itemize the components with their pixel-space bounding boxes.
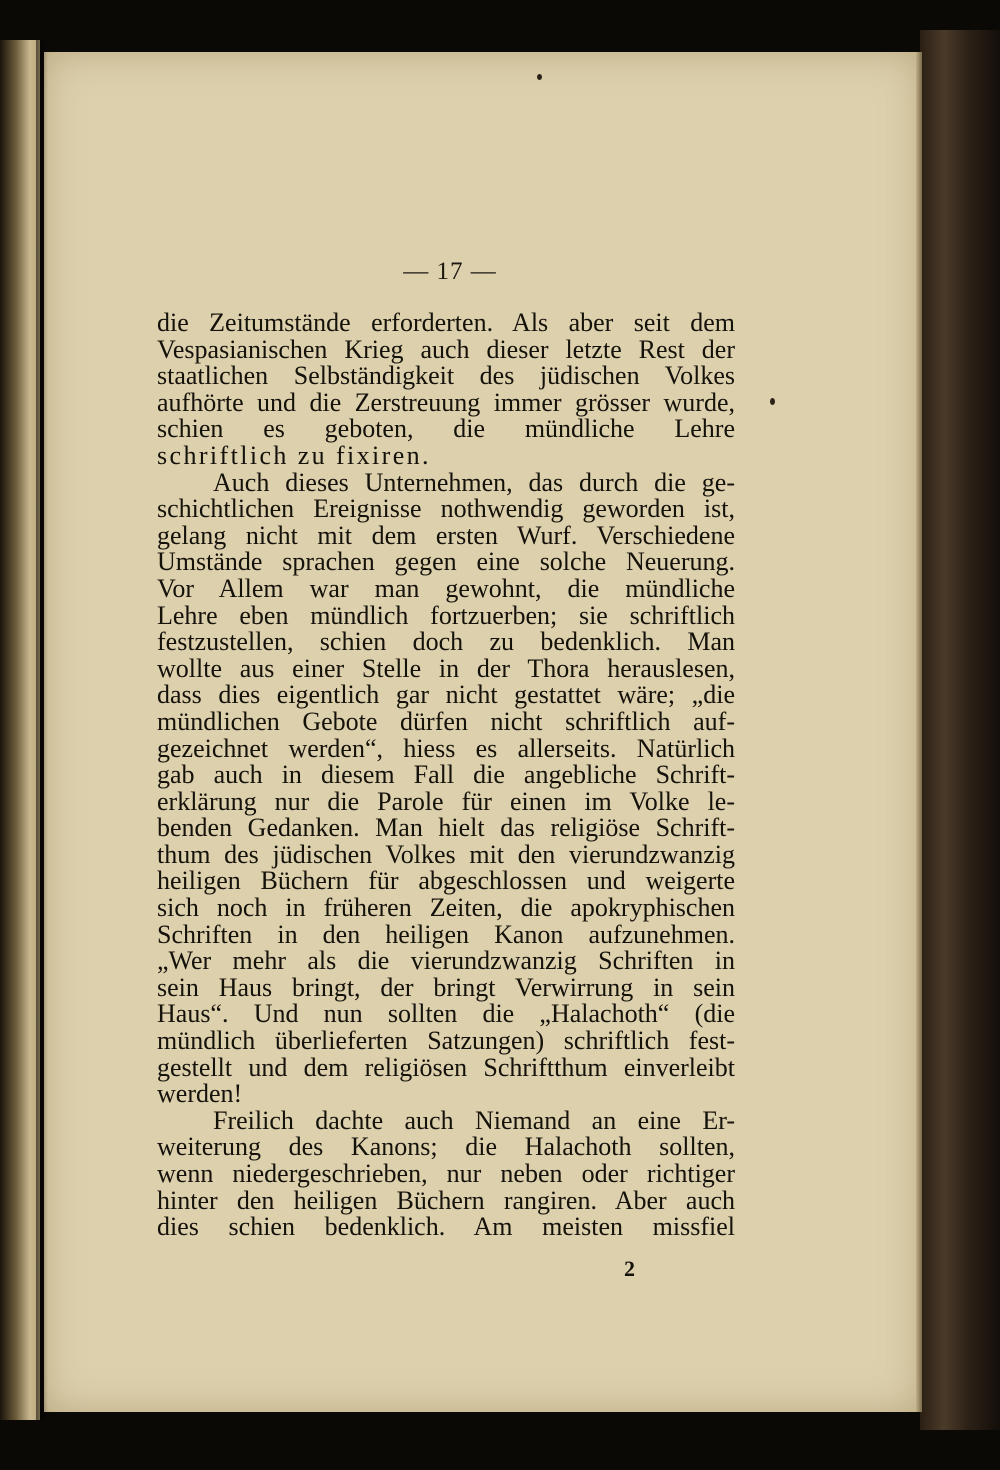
text-line: benden Gedanken. Man hielt das religiöse Schrift- (157, 813, 735, 843)
page-number: — 17 — (403, 258, 497, 285)
signature-mark: 2 (624, 1256, 635, 1281)
text-line: Umstände sprachen gegen eine solche Neuerung. (157, 547, 735, 577)
text-line: aufhörte und die Zerstreuung immer grösser wurde, (157, 387, 735, 417)
text-line: thum des jüdischen Volkes mit den vierundzwanzig (157, 839, 735, 869)
text-line: sich noch in früheren Zeiten, die apokryphischen (157, 893, 735, 923)
text-line: dies schien bedenklich. Am meisten missfiel (157, 1212, 735, 1242)
text-line: festzustellen, schien doch zu bedenklich. Man (157, 627, 735, 657)
text-line: schriftlich zu fixiren. (157, 440, 431, 470)
text-line: Schriften in den heiligen Kanon aufzunehmen. (157, 919, 735, 949)
text-line: schichtlichen Ereignisse nothwendig geworden ist, (157, 494, 735, 524)
body-text (157, 310, 735, 1241)
spine-shadow (36, 40, 48, 1420)
page-edge (916, 52, 922, 1412)
text-line: gezeichnet werden“, hiess es allerseits. Natürlich (157, 733, 735, 763)
text-line: Freilich dachte auch Niemand an eine Er- (213, 1105, 735, 1135)
text-line: gab auch in diesem Fall die angebliche Schrift- (157, 760, 735, 790)
ink-speck (770, 398, 775, 405)
text-line: wenn niedergeschrieben, nur neben oder richtiger (157, 1159, 735, 1188)
text-line: „Wer mehr als die vierundzwanzig Schriften in (157, 946, 735, 976)
ink-speck (537, 74, 542, 80)
text-line: mündlichen Gebote dürfen nicht schriftlich auf- (157, 706, 735, 736)
text-line: staatlichen Selbständigkeit des jüdischen Volkes (157, 361, 735, 391)
text-line: die Zeitumstände erforderten. Als aber seit dem (157, 308, 735, 337)
text-line: sein Haus bringt, der bringt Verwirrung in sein (157, 972, 735, 1002)
text-line: Vespasianischen Krieg auch dieser letzte Rest der (157, 334, 735, 364)
facing-page-edge (0, 40, 40, 1420)
text-line: Lehre eben mündlich fortzuerben; sie schriftlich (157, 600, 735, 630)
text-line: dass dies eigentlich gar nicht gestattet wäre; „die (157, 680, 735, 710)
text-line: weiterung des Kanons; die Halachoth sollten, (157, 1132, 735, 1162)
text-line: schien es geboten, die mündliche Lehre (157, 414, 735, 444)
text-line: heiligen Büchern für abgeschlossen und weigerte (157, 866, 735, 896)
text-line: gelang nicht mit dem ersten Wurf. Verschiedene (157, 520, 735, 550)
text-line: wollte aus einer Stelle in der Thora herauslesen, (157, 653, 735, 683)
text-line: gestellt und dem religiösen Schriftthum einverleibt (157, 1052, 735, 1082)
text-line: Haus“. Und nun sollten die „Halachoth“ (die (157, 999, 735, 1029)
book-cover-edge (920, 30, 1000, 1430)
text-line: mündlich überlieferten Satzungen) schriftlich fest- (157, 1026, 735, 1056)
text-line: Vor Allem war man gewohnt, die mündliche (157, 573, 735, 603)
text-line: Auch dieses Unternehmen, das durch die ge- (213, 467, 735, 497)
text-line: werden! (157, 1079, 243, 1109)
text-line: hinter den heiligen Büchern rangiren. Aber auch (157, 1185, 735, 1215)
text-line: erklärung nur die Parole für einen im Volke le- (157, 786, 735, 816)
